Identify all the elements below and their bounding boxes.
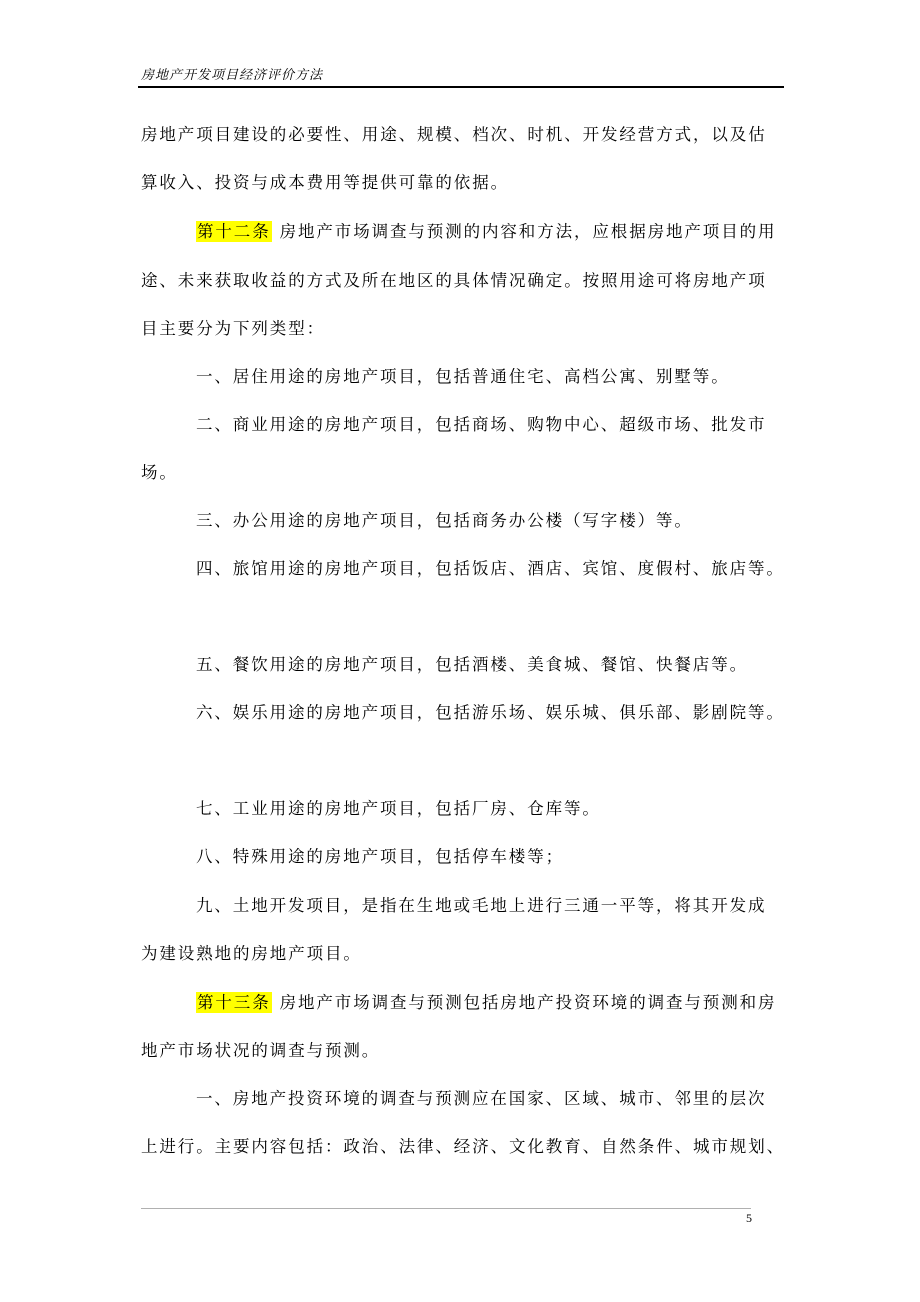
body-line: 房地产市场调查与预测的内容和方法，应根据房地产项目的用	[279, 222, 777, 241]
footer-divider	[141, 1208, 751, 1209]
body-line: 一、房地产投资环境的调查与预测应在国家、区域、城市、邻里的层次	[196, 1089, 767, 1108]
article-13-paragraph	[196, 993, 776, 1013]
body-line: 地产市场状况的调查与预测。	[141, 1041, 381, 1060]
list-item-2: 二、商业用途的房地产项目，包括商场、购物中心、超级市场、批发市	[196, 415, 767, 434]
list-item-1: 一、居住用途的房地产项目，包括普通住宅、高档公寓、别墅等。	[196, 367, 730, 386]
body-line: 房地产项目建设的必要性、用途、规模、档次、时机、开发经营方式，以及估	[141, 125, 767, 144]
article-12-label: 第十二条	[197, 222, 271, 241]
running-header-title: 房地产开发项目经济评价方法	[141, 68, 324, 83]
body-line: 场。	[141, 463, 178, 482]
list-item-4: 四、旅馆用途的房地产项目，包括饭店、酒店、宾馆、度假村、旅店等。	[196, 559, 785, 578]
list-item-7: 七、工业用途的房地产项目，包括厂房、仓库等。	[196, 799, 601, 818]
body-line: 目主要分为下列类型：	[141, 319, 325, 338]
list-item-3: 三、办公用途的房地产项目，包括商务办公楼（写字楼）等。	[196, 511, 693, 530]
list-item-9: 九、土地开发项目，是指在生地或毛地上进行三通一平等，将其开发成	[196, 896, 767, 915]
body-line: 途、未来获取收益的方式及所在地区的具体情况确定。按照用途可将房地产项	[141, 271, 767, 290]
body-line: 房地产市场调查与预测包括房地产投资环境的调查与预测和房	[279, 993, 777, 1012]
body-line: 上进行。主要内容包括：政治、法律、经济、文化教育、自然条件、城市规划、	[141, 1137, 785, 1156]
body-line: 算收入、投资与成本费用等提供可靠的依据。	[141, 173, 509, 192]
header-divider	[138, 86, 784, 88]
list-item-5: 五、餐饮用途的房地产项目，包括酒楼、美食城、餐馆、快餐店等。	[196, 655, 748, 674]
list-item-6: 六、娱乐用途的房地产项目，包括游乐场、娱乐城、俱乐部、影剧院等。	[196, 703, 785, 722]
list-item-8: 八、特殊用途的房地产项目，包括停车楼等；	[196, 847, 564, 866]
article-12-paragraph	[196, 222, 776, 242]
body-line: 为建设熟地的房地产项目。	[141, 944, 362, 963]
article-13-label: 第十三条	[197, 993, 271, 1012]
page-number: 5	[746, 1211, 752, 1225]
